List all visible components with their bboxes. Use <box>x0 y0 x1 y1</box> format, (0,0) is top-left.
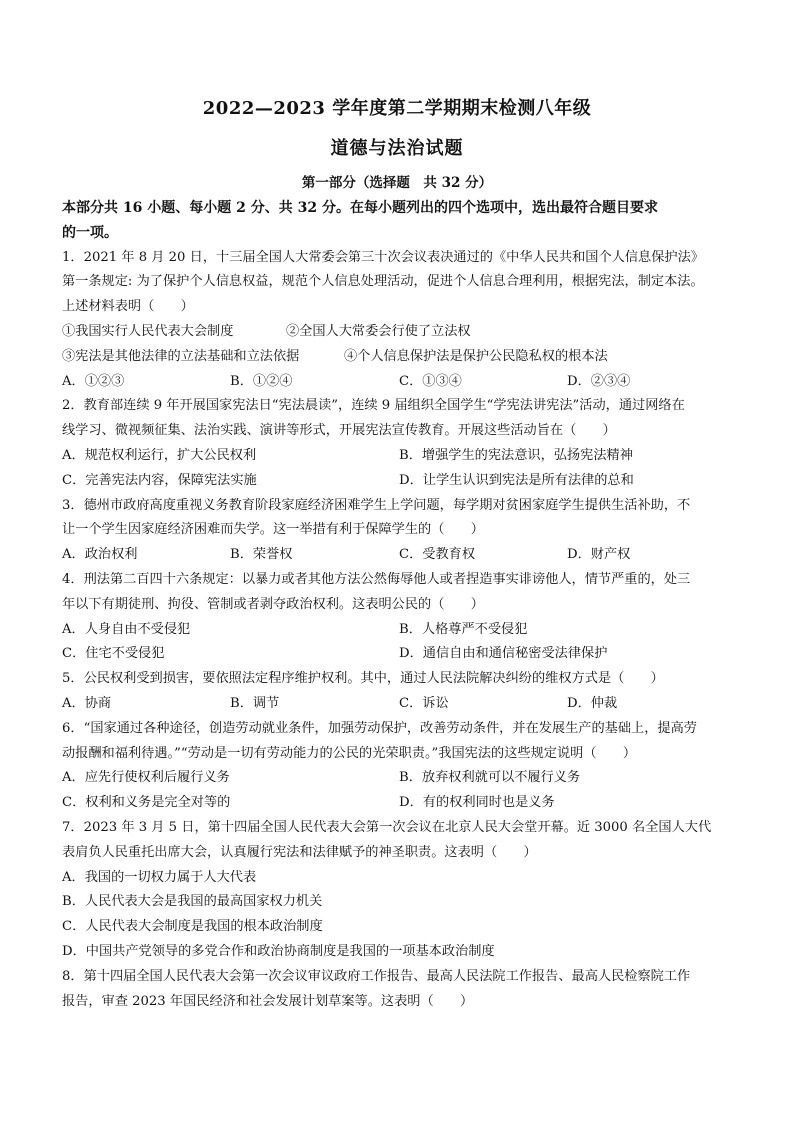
options-row <box>62 642 738 667</box>
question-1 <box>62 246 738 395</box>
option-a[interactable]: A．①②③ <box>62 373 125 389</box>
option-b[interactable]: B．放弃权利就可以不履行义务 <box>399 770 581 786</box>
question-5 <box>62 667 738 717</box>
option-c[interactable]: C．住宅不受侵犯 <box>62 646 165 662</box>
option-c[interactable]: C．①③④ <box>399 373 462 389</box>
question-stem: 4．刑法第二百四十六条规定：以暴力或者其他方法公然侮辱他人或者捏造事实诽谤他人，情节严重的，处三 <box>62 571 691 587</box>
question-stem: 年以下有期徒刑、拘役、管制或者剥夺政治权利。这表明公民的（ ） <box>62 596 484 612</box>
option-c[interactable]: C．受教育权 <box>399 547 476 563</box>
option-d[interactable]: D．让学生认识到宪法是所有法律的总和 <box>399 472 634 488</box>
option-b[interactable]: B．①②④ <box>230 373 293 389</box>
option-a[interactable]: A．人身自由不受侵犯 <box>62 621 191 637</box>
option-b[interactable]: B．人格尊严不受侵犯 <box>399 621 528 637</box>
option-a[interactable]: A．应先行使权利后履行义务 <box>62 770 230 786</box>
option-c[interactable]: C．权利和义务是完全对等的 <box>62 795 231 811</box>
options-row <box>62 370 738 395</box>
option-b[interactable]: B．增强学生的宪法意识，弘扬宪法精神 <box>399 447 633 463</box>
exam-subtitle: 道德与法治试题 <box>330 138 464 159</box>
part-heading: 第一部分（选择题 共 32 分） <box>301 175 493 191</box>
option-d[interactable]: D．②③④ <box>567 373 631 389</box>
option-c[interactable]: C．人民代表大会制度是我国的根本政治制度 <box>62 919 323 935</box>
question-stem: 8．第十四届全国人民代表大会第一次会议审议政府工作报告、最高人民法院工作报告、最高人民检察院工作 <box>62 968 691 984</box>
instructions-line: 本部分共 16 小题、每小题 2 分、共 32 分。在每小题列出的四个选项中，选出最符合题目要求 <box>62 200 658 216</box>
question-stem: 上述材料表明（ ） <box>62 299 194 315</box>
question-stem: 第一条规定: 为了保护个人信息权益，规范个人信息处理活动，促进个人信息合理利用，根据宪法，制定本法。 <box>62 274 704 290</box>
question-3 <box>62 494 738 568</box>
statement: ④个人信息保护法是保护公民隐私权的根本法 <box>344 348 608 364</box>
option-a[interactable]: A．规范权利运行，扩大公民权利 <box>62 447 257 463</box>
options-row <box>62 791 738 816</box>
statement: ①我国实行人民代表大会制度 <box>62 323 234 339</box>
option-d[interactable]: D．有的权利同时也是义务 <box>399 795 555 811</box>
question-stem: 动报酬和福利待遇。”“劳动是一切有劳动能力的公民的光荣职责。”我国宪法的这些规定说明（ ） <box>62 745 637 761</box>
option-d[interactable]: D．中国共产党领导的多党合作和政治协商制度是我国的一项基本政治制度 <box>62 943 495 959</box>
options-row <box>62 543 738 568</box>
options-row <box>62 444 738 469</box>
question-stem: 6．“国家通过各种途径，创造劳动就业条件，加强劳动保护，改善劳动条件，并在发展生产的基础上，提高劳 <box>62 720 697 736</box>
option-b[interactable]: B．调节 <box>230 695 280 711</box>
option-a[interactable]: A．政治权利 <box>62 547 138 563</box>
question-2 <box>62 394 738 493</box>
question-7 <box>62 816 738 965</box>
option-d[interactable]: D．通信自由和通信秘密受法律保护 <box>399 646 608 662</box>
question-stem: 表肩负人民重托出席大会，认真履行宪法和法律赋予的神圣职责。这表明（ ） <box>62 844 537 860</box>
question-8 <box>62 965 738 1015</box>
options-row <box>62 692 738 717</box>
instructions-line: 的一项。 <box>62 224 118 241</box>
question-stem: 让一个学生因家庭经济困难而失学。这一举措有利于保障学生的（ ） <box>62 522 484 538</box>
question-stem: 线学习、微视频征集、法治实践、演讲等形式，开展宪法宣传教育。开展这些活动旨在（ ） <box>62 423 616 439</box>
question-stem: 1．2021 年 8 月 20 日，十三届全国人大常委会第三十次会议表决通过的《中华人民共和国个人信息保护法》 <box>62 249 704 265</box>
option-b[interactable]: B．荣誉权 <box>230 547 293 563</box>
question-stem: 报告，审查 2023 年国民经济和社会发展计划草案等。这表明（ ） <box>62 993 474 1009</box>
statement: ③宪法是其他法律的立法基础和立法依据 <box>62 348 300 364</box>
statement: ②全国人大常委会行使了立法权 <box>286 323 471 339</box>
option-a[interactable]: A．我国的一切权力属于人大代表 <box>62 869 257 885</box>
statement-row <box>62 345 738 370</box>
option-d[interactable]: D．仲裁 <box>567 695 618 711</box>
exam-title: 2022—2023 学年度第二学期期末检测八年级 <box>202 98 592 119</box>
option-c[interactable]: C．完善宪法内容，保障宪法实施 <box>62 472 257 488</box>
question-stem: 3．德州市政府高度重视义务教育阶段家庭经济困难学生上学问题，每学期对贫困家庭学生提供生活补助，不 <box>62 497 691 513</box>
question-stem: 7．2023 年 3 月 5 日，第十四届全国人民代表大会第一次会议在北京人民大会堂开幕。近 3000 名全国人大代 <box>62 819 712 835</box>
option-d[interactable]: D．财产权 <box>567 547 631 563</box>
option-a[interactable]: A．协商 <box>62 695 112 711</box>
options-row <box>62 469 738 494</box>
question-6 <box>62 717 738 816</box>
statement-row <box>62 320 738 345</box>
question-stem: 5．公民权利受到损害，要依照法定程序维护权利。其中，通过人民法院解决纠纷的维权方式是（ ） <box>62 671 664 687</box>
question-4 <box>62 568 738 667</box>
options-row <box>62 618 738 643</box>
option-b[interactable]: B．人民代表大会是我国的最高国家权力机关 <box>62 894 323 910</box>
option-c[interactable]: C．诉讼 <box>399 695 449 711</box>
options-row <box>62 766 738 791</box>
question-stem: 2．教育部连续 9 年开展国家宪法日“宪法晨读”，连续 9 届组织全国学生“学宪法讲宪法”活动，通过网络在 <box>62 398 685 414</box>
question-section <box>62 196 738 1014</box>
